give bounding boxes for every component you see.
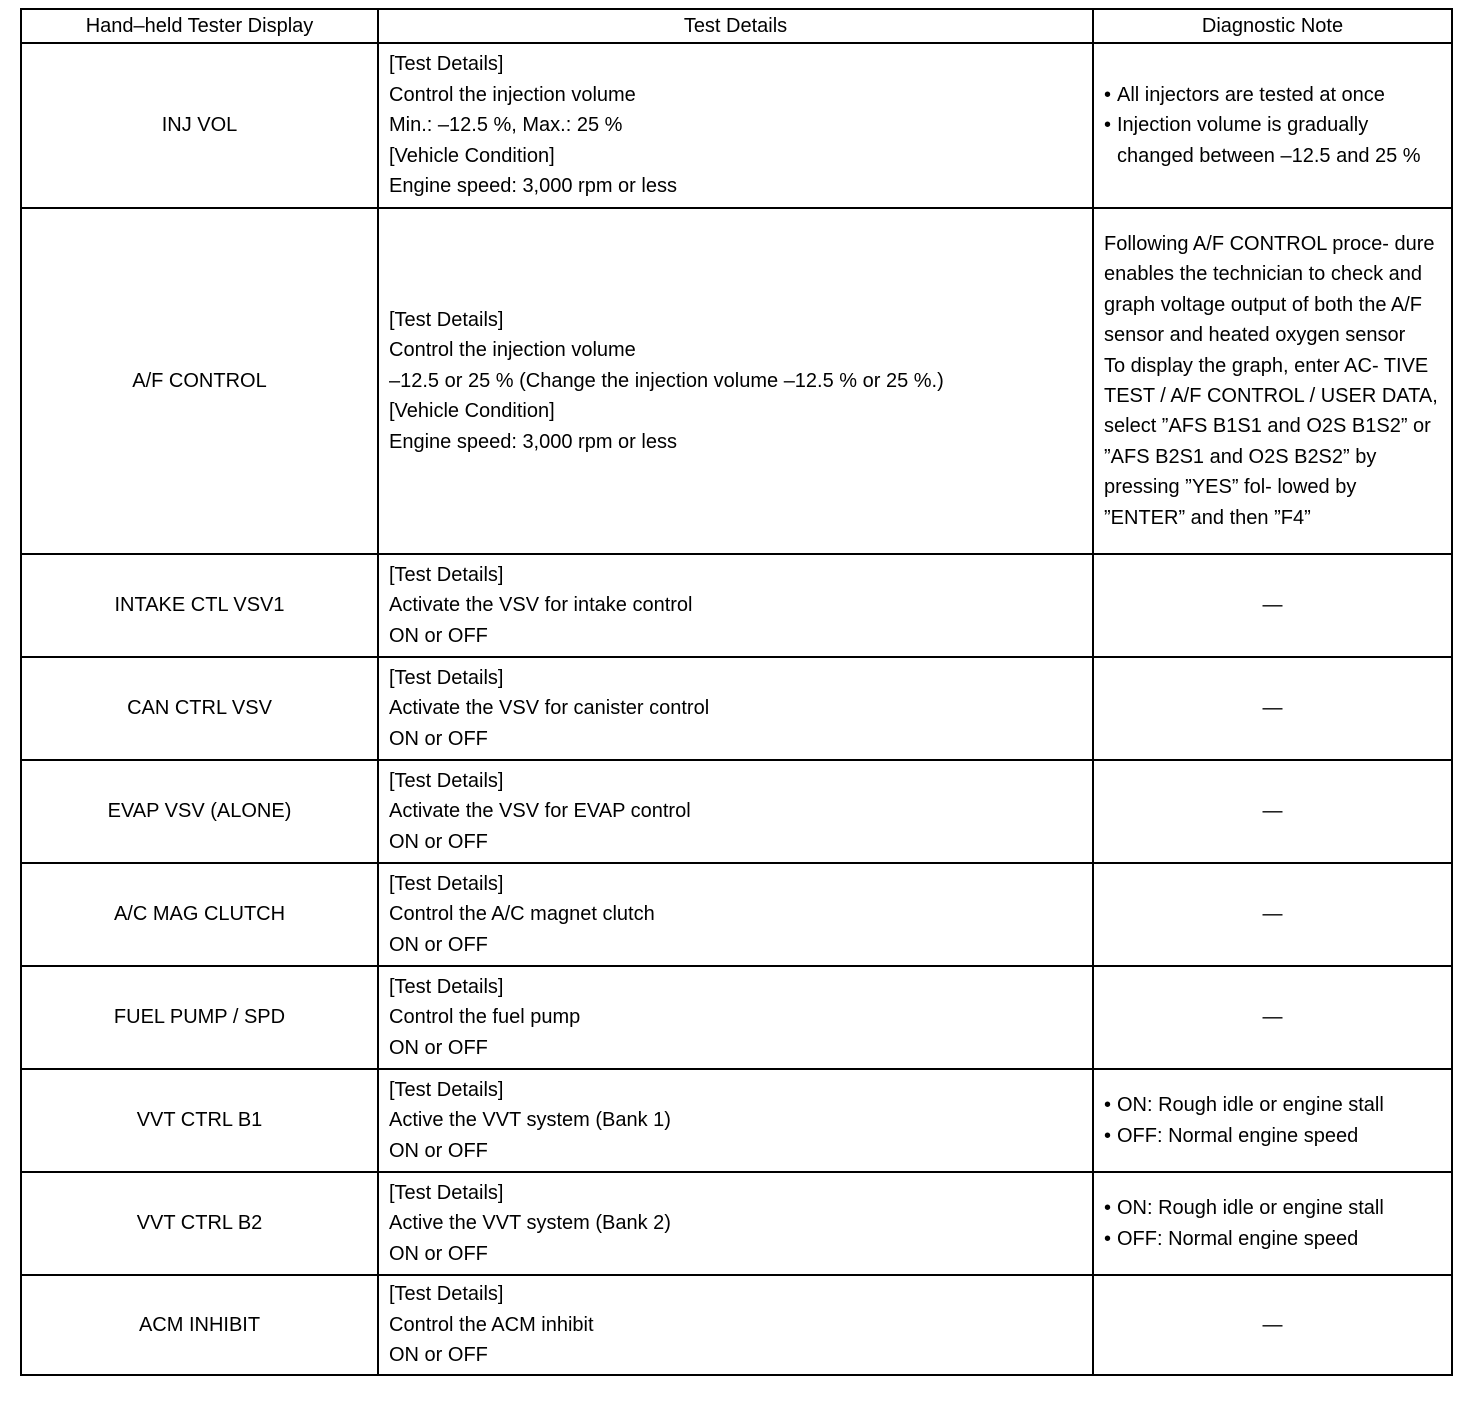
note-bullet-item bbox=[1104, 1224, 1441, 1254]
note-bullet-text: ON: Rough idle or engine stall bbox=[1117, 1197, 1384, 1220]
tester-display-cell: FUEL PUMP / SPD bbox=[21, 966, 378, 1069]
details-line: [Test Details] bbox=[389, 1283, 504, 1306]
diagnostic-note-cell bbox=[1093, 43, 1452, 208]
bullet-icon: • bbox=[1104, 114, 1112, 137]
details-line: [Test Details] bbox=[389, 563, 504, 586]
test-details-cell bbox=[378, 43, 1093, 208]
bullet-icon: • bbox=[1104, 83, 1112, 106]
test-details-cell bbox=[378, 966, 1093, 1069]
diagnostic-note-cell: — bbox=[1093, 657, 1452, 760]
tester-display-cell: CAN CTRL VSV bbox=[21, 657, 378, 760]
details-line: Control the ACM inhibit bbox=[389, 1313, 594, 1336]
test-details-cell bbox=[378, 1069, 1093, 1172]
note-bullet-list bbox=[1104, 80, 1441, 171]
table-header-row bbox=[21, 9, 1452, 43]
diagnostic-note-cell bbox=[1093, 1069, 1452, 1172]
details-line: –12.5 or 25 % (Change the injection volume –12.5 % or 25 %.) bbox=[389, 369, 944, 392]
diagnostic-note-cell: — bbox=[1093, 966, 1452, 1069]
tester-display-cell: ACM INHIBIT bbox=[21, 1275, 378, 1375]
details-line: Control the injection volume bbox=[389, 83, 636, 106]
bullet-icon: • bbox=[1104, 1227, 1112, 1250]
table-row bbox=[21, 208, 1452, 554]
details-line: ON or OFF bbox=[389, 830, 488, 853]
details-line: Activate the VSV for EVAP control bbox=[389, 800, 691, 823]
tester-display-cell: VVT CTRL B1 bbox=[21, 1069, 378, 1172]
details-line: Engine speed: 3,000 rpm or less bbox=[389, 430, 677, 453]
details-line: ON or OFF bbox=[389, 1139, 488, 1162]
details-line: ON or OFF bbox=[389, 1344, 488, 1367]
tester-display-cell: EVAP VSV (ALONE) bbox=[21, 760, 378, 863]
note-bullet-item bbox=[1104, 80, 1441, 110]
header-diagnostic-note: Diagnostic Note bbox=[1093, 9, 1452, 43]
details-line: Min.: –12.5 %, Max.: 25 % bbox=[389, 114, 623, 137]
details-line: [Test Details] bbox=[389, 769, 504, 792]
table-row bbox=[21, 1069, 1452, 1172]
table-row bbox=[21, 1172, 1452, 1275]
diagnostic-note-cell: — bbox=[1093, 554, 1452, 657]
note-bullet-item bbox=[1104, 1121, 1441, 1151]
table-row bbox=[21, 657, 1452, 760]
test-details-cell bbox=[378, 657, 1093, 760]
details-line: Control the fuel pump bbox=[389, 1006, 581, 1029]
tester-display-cell: A/C MAG CLUTCH bbox=[21, 863, 378, 966]
details-line: [Test Details] bbox=[389, 872, 504, 895]
details-line: Engine speed: 3,000 rpm or less bbox=[389, 175, 677, 198]
note-bullet-text: Injection volume is gradually changed between –12.5 and 25 % bbox=[1117, 114, 1421, 167]
details-line: Control the injection volume bbox=[389, 339, 636, 362]
details-line: [Test Details] bbox=[389, 53, 504, 76]
table-row bbox=[21, 966, 1452, 1069]
diagnostic-note-cell: — bbox=[1093, 863, 1452, 966]
details-line: [Vehicle Condition] bbox=[389, 144, 555, 167]
bullet-icon: • bbox=[1104, 1124, 1112, 1147]
note-paragraph: Following A/F CONTROL proce- dure enables the technician to check and graph voltage output of both the A/F sensor and heated oxygen sensor bbox=[1104, 232, 1435, 347]
details-line: ON or OFF bbox=[389, 933, 488, 956]
table-row bbox=[21, 863, 1452, 966]
details-line: Activate the VSV for intake control bbox=[389, 594, 693, 617]
details-line: Activate the VSV for canister control bbox=[389, 697, 710, 720]
header-tester-display: Hand–held Tester Display bbox=[21, 9, 378, 43]
table-row bbox=[21, 760, 1452, 863]
details-line: Active the VVT system (Bank 2) bbox=[389, 1212, 671, 1235]
note-bullet-text: OFF: Normal engine speed bbox=[1117, 1227, 1359, 1250]
diagnostic-note-cell: — bbox=[1093, 1275, 1452, 1375]
header-test-details: Test Details bbox=[378, 9, 1093, 43]
active-test-table bbox=[20, 8, 1453, 1376]
details-line: [Test Details] bbox=[389, 975, 504, 998]
bullet-icon: • bbox=[1104, 1197, 1112, 1220]
details-line: [Test Details] bbox=[389, 1078, 504, 1101]
details-line: [Test Details] bbox=[389, 308, 504, 331]
tester-display-cell: INJ VOL bbox=[21, 43, 378, 208]
test-details-cell bbox=[378, 1275, 1093, 1375]
note-bullet-text: OFF: Normal engine speed bbox=[1117, 1124, 1359, 1147]
test-details-cell bbox=[378, 863, 1093, 966]
bullet-icon: • bbox=[1104, 1094, 1112, 1117]
note-bullet-item bbox=[1104, 110, 1441, 171]
details-line: [Test Details] bbox=[389, 1181, 504, 1204]
diagnostic-note-cell bbox=[1093, 1172, 1452, 1275]
note-bullet-text: ON: Rough idle or engine stall bbox=[1117, 1094, 1384, 1117]
note-bullet-list bbox=[1104, 1193, 1441, 1254]
table-row bbox=[21, 43, 1452, 208]
details-line: Control the A/C magnet clutch bbox=[389, 903, 655, 926]
diagnostic-note-cell bbox=[1093, 208, 1452, 554]
tester-display-cell: A/F CONTROL bbox=[21, 208, 378, 554]
note-bullet-item bbox=[1104, 1090, 1441, 1120]
note-bullet-item bbox=[1104, 1193, 1441, 1223]
test-details-cell bbox=[378, 1172, 1093, 1275]
note-paragraph: To display the graph, enter AC- TIVE TEST / A/F CONTROL / USER DATA, select ”AFS B1S1 and O2S B1S2” or ”AFS B2S1 and O2S B2S2” by pressing ”YES” fol- lowed by ”ENTER” and then ”F4” bbox=[1104, 354, 1438, 529]
tester-display-cell: INTAKE CTL VSV1 bbox=[21, 554, 378, 657]
details-line: ON or OFF bbox=[389, 1036, 488, 1059]
details-line: [Test Details] bbox=[389, 666, 504, 689]
test-details-cell bbox=[378, 208, 1093, 554]
note-bullet-list bbox=[1104, 1090, 1441, 1151]
note-bullet-text: All injectors are tested at once bbox=[1117, 83, 1385, 106]
test-details-cell bbox=[378, 760, 1093, 863]
details-line: ON or OFF bbox=[389, 1242, 488, 1265]
diagnostic-note-cell: — bbox=[1093, 760, 1452, 863]
tester-display-cell: VVT CTRL B2 bbox=[21, 1172, 378, 1275]
details-line: Active the VVT system (Bank 1) bbox=[389, 1109, 671, 1132]
test-details-cell bbox=[378, 554, 1093, 657]
details-line: ON or OFF bbox=[389, 727, 488, 750]
details-line: [Vehicle Condition] bbox=[389, 400, 555, 423]
table-row bbox=[21, 1275, 1452, 1375]
details-line: ON or OFF bbox=[389, 624, 488, 647]
table-row bbox=[21, 554, 1452, 657]
